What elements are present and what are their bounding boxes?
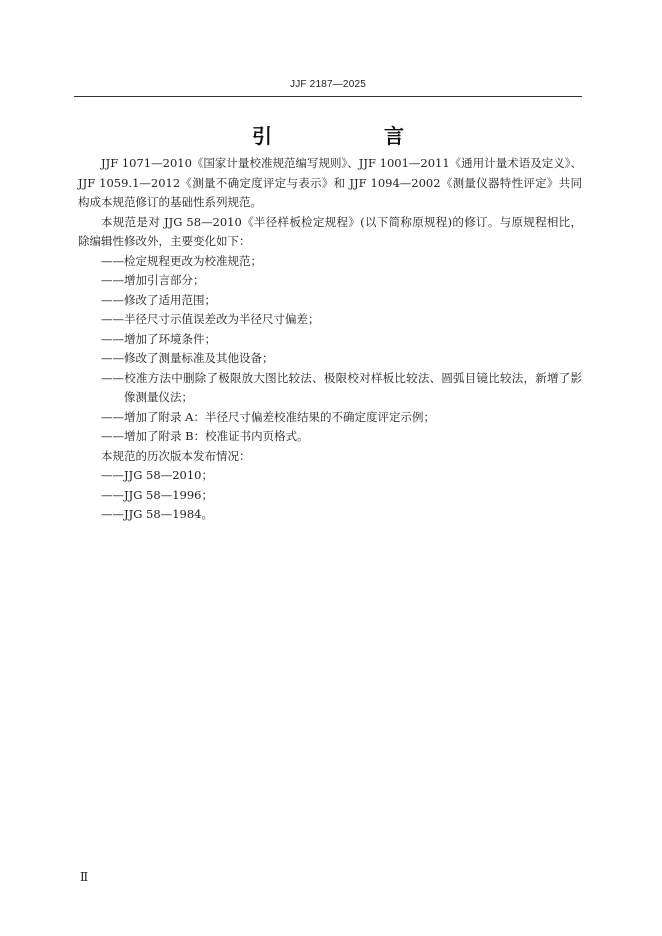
body-text (78, 154, 582, 525)
page-header (74, 79, 582, 90)
history-intro: 本规范的历次版本发布情况： (101, 448, 251, 463)
history-item: ——JJG 58—1984。 (101, 507, 213, 521)
change-item: ——检定规程更改为校准规范； (101, 253, 262, 268)
standard-number: JJF 2187—2025 (290, 79, 366, 90)
change-item: ——增加了环境条件； (101, 331, 216, 346)
change-item: ——半径尺寸示值误差改为半径尺寸偏差； (101, 312, 320, 326)
revision-paragraph: 本规范是对 JJG 58—2010《半径样板检定规程》(以下简称原规程)的修订。与原规程相比，除编辑性修改外，主要变化如下： (78, 214, 582, 248)
page-number: Ⅱ (80, 870, 89, 884)
page-title: 引 言 (252, 124, 450, 148)
history-item: ——JJG 58—1996； (101, 487, 213, 502)
change-item: ——修改了测量标准及其他设备； (101, 351, 274, 365)
change-item: ——增加了附录 B：校准证书内页格式。 (101, 429, 309, 443)
change-item: ——校准方法中删除了极限放大图比较法、极限校对样板比较法、圆弧目镜比较法，新增了影像测量仪法； (101, 370, 582, 404)
change-item: ——增加引言部分； (101, 273, 205, 287)
change-item: ——增加了附录 A：半径尺寸偏差校准结果的不确定度评定示例； (101, 409, 435, 424)
header-rule (74, 96, 582, 97)
change-item: ——修改了适用范围； (101, 292, 216, 307)
intro-paragraph: JJF 1071—2010《国家计量校准规范编写规则》、JJF 1001—2011《通用计量术语及定义》、JJF 1059.1—2012《测量不确定度评定与表示》和 JJF 1094—2002《测量仪器特性评定》共同构成本规范修订的基础性系列规范。 (78, 156, 582, 209)
history-item: ——JJG 58—2010； (101, 468, 213, 482)
